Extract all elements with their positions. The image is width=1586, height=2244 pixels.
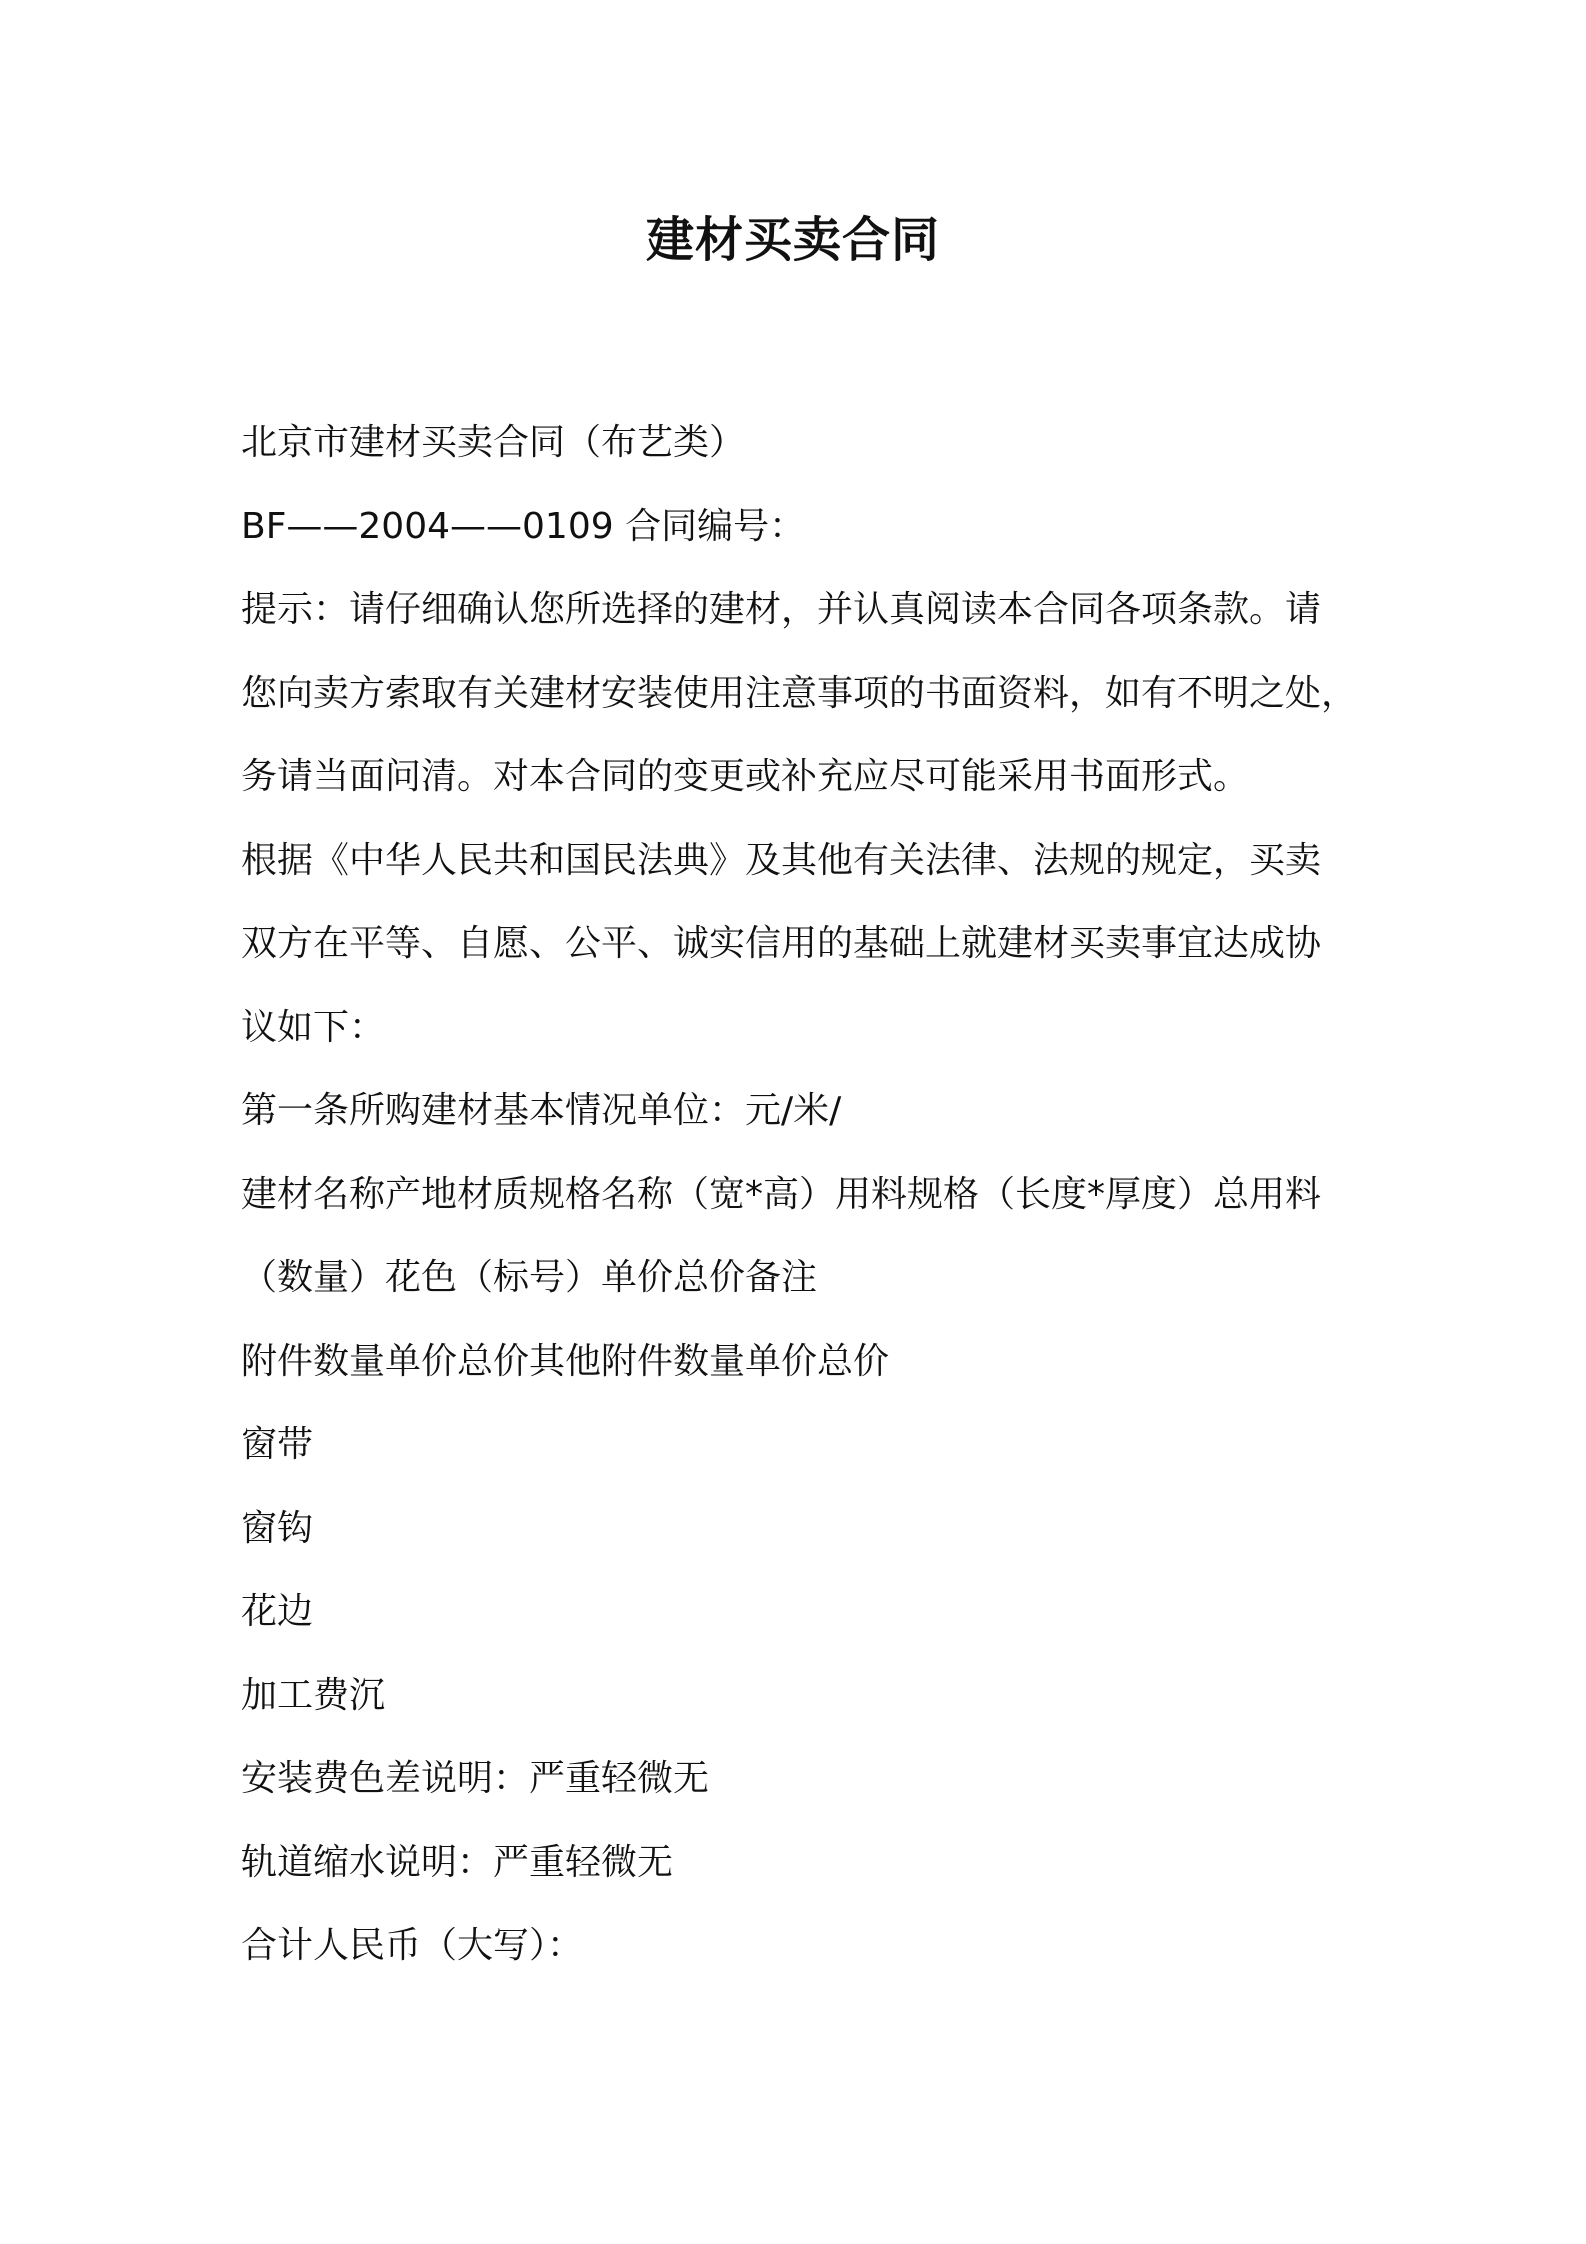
material-columns-line: 建材名称产地材质规格名称（宽*高）用料规格（长度*厚度）总用料 <box>241 1173 1322 1215</box>
total-amount-line: 合计人民币（大写）： <box>241 1925 584 1966</box>
notice-line: 提示：请仔细确认您所选择的建材，并认真阅读本合同各项条款。请 <box>241 589 1322 630</box>
article-one-heading: 第一条所购建材基本情况单位：元/米/ <box>241 1090 842 1131</box>
material-columns-line: （数量）花色（标号）单价总价备注 <box>241 1257 818 1298</box>
document-title: 建材买卖合同 <box>645 212 940 268</box>
document-body <box>241 401 1361 1988</box>
contract-number-line: BF——2004——0109 合同编号： <box>241 505 806 547</box>
shrinkage-line: 轨道缩水说明：严重轻微无 <box>241 1841 674 1883</box>
item-line: 加工费沉 <box>241 1674 386 1716</box>
preamble-line: 根据《中华人民共和国民法典》及其他有关法律、法规的规定，买卖 <box>241 839 1322 881</box>
preamble-line: 双方在平等、自愿、公平、诚实信用的基础上就建材买卖事宜达成协 <box>241 923 1322 964</box>
contract-subtitle: 北京市建材买卖合同（布艺类） <box>241 422 746 463</box>
item-line: 窗钩 <box>241 1507 314 1549</box>
color-difference-line: 安装费色差说明：严重轻微无 <box>241 1758 710 1799</box>
preamble-line: 议如下： <box>241 1006 386 1048</box>
notice-line: 务请当面问清。对本合同的变更或补充应尽可能采用书面形式。 <box>241 756 1250 797</box>
item-line: 花边 <box>241 1591 314 1632</box>
accessory-columns-line: 附件数量单价总价其他附件数量单价总价 <box>241 1340 890 1382</box>
notice-line: 您向卖方索取有关建材安装使用注意事项的书面资料，如有不明之处， <box>241 672 1358 714</box>
item-line: 窗带 <box>241 1424 314 1465</box>
